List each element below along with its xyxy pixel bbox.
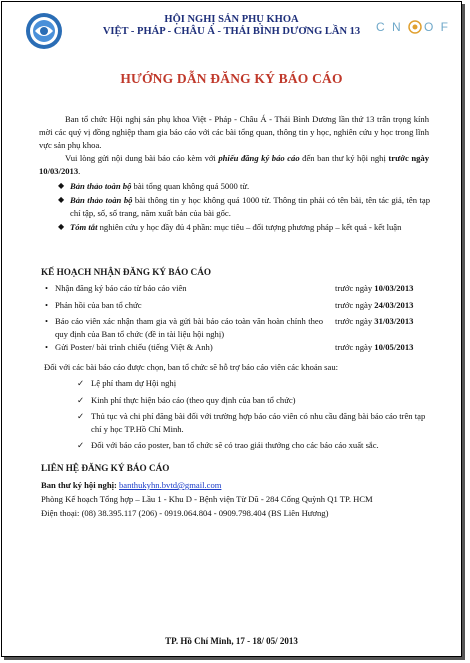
bullet-icon: •: [45, 283, 49, 293]
contact-info: [41, 479, 441, 520]
submission-requirements: [58, 180, 430, 235]
table-row: • Nhận đăng ký báo cáo từ báo cáo viên trước ngày 10/03/2013: [45, 283, 414, 293]
bullet-icon: •: [45, 342, 49, 353]
bullet-icon: •: [45, 299, 49, 310]
check-icon: ✓: [77, 378, 85, 388]
plan-heading: KẾ HOẠCH NHẬN ĐĂNG KÝ BÁO CÁO: [41, 267, 211, 277]
table-row: • Báo cáo viên xác nhận tham gia và gửi bài báo cáo toàn văn hoàn chỉnh theo quy định của Ban tổ chức (đề in tài liệu hội nghị) trước ngày 31/03/2013: [45, 316, 414, 339]
list-item: ✓ Kinh phí thực hiện báo cáo (theo quy định của ban tổ chức): [77, 394, 296, 405]
bullet-icon: ◆: [58, 181, 65, 190]
support-intro: Đối với các bài báo cáo được chọn, ban tổ chức sẽ hỗ trợ báo cáo viên các khoản sau:: [44, 362, 339, 372]
svg-text:O F: O F: [424, 20, 450, 34]
check-icon: ✓: [77, 394, 85, 405]
request-paragraph: Vui lòng gửi nội dung bài báo cáo kèm với phiếu đăng ký báo cáo đến ban thư ký hội nghị trước ngày 10/03/2013.: [39, 153, 429, 176]
form-name: phiếu đăng ký báo cáo: [218, 153, 300, 163]
list-item: ◆ Bản thảo toàn bộ bài tổng quan không quá 5000 từ.: [58, 181, 250, 191]
page-title: HƯỚNG DẪN ĐĂNG KÝ BÁO CÁO: [120, 71, 343, 86]
secretariat-line: Ban thư ký hội nghị: banthukyhn.bvtd@gmail.com: [41, 480, 222, 490]
table-row: • Gửi Poster/ bài trình chiếu (tiếng Việt & Anh) trước ngày 10/05/2013: [45, 342, 414, 353]
contact-heading: LIÊN HỆ ĐĂNG KÝ BÁO CÁO: [41, 463, 170, 473]
svg-text:C N: C N: [376, 20, 403, 34]
list-item: ◆ Tóm tắt nghiên cứu y học đầy đủ 4 phần: mục tiêu – đối tượng phương pháp – kết quả - kết luận: [58, 221, 402, 232]
bullet-icon: ◆: [58, 221, 65, 231]
email-link[interactable]: banthukyhn.bvtd@gmail.com: [119, 480, 222, 490]
list-item: ✓ Thủ tục và chi phí đăng bài đối với trường hợp báo cáo viên có nhu cầu đăng bài báo cáo trên tạp chí y học TP.Hồ Chí Minh.: [77, 411, 426, 434]
check-icon: ✓: [77, 440, 85, 451]
bullet-icon: •: [45, 316, 49, 327]
support-list: [77, 377, 432, 456]
conference-subtitle: VIỆT - PHÁP - CHÂU Á - THÁI BÌNH DƯƠNG LẦN 13: [102, 26, 361, 37]
intro-paragraph: Ban tổ chức Hội nghị sản phụ khoa Việt - Pháp - Châu Á - Thái Bình Dương lần thứ 13 trân trọng kính mời các quý vị đồng nghiệp tham gia báo cáo với các bài tổng quan, thông tin y học, nghiên cứu y học trong lĩnh vực sản phụ khoa.: [39, 114, 429, 150]
address-line: Phòng Kế hoạch Tổng hợp – Lầu 1 - Khu D - Bệnh viện Từ Dũ - 284 Cống Quỳnh Q1 TP. HCM: [41, 494, 373, 504]
table-row: • Phản hồi của ban tổ chức trước ngày 24/03/2013: [45, 299, 414, 310]
phone-line: Điện thoại: (08) 38.395.117 (206) - 0919.064.804 - 0909.798.404 (BS Liên Hương): [41, 508, 329, 518]
bullet-icon: ◆: [58, 195, 65, 205]
check-icon: ✓: [77, 411, 85, 422]
list-item: ◆ Bản thảo toàn bộ bài thông tin y học không quá 1000 từ. Thông tin phải có tên bài, tên tác giả, tên tạp chí tập, số, số trang, năm xuất bản của bài gốc.: [58, 195, 430, 218]
conference-name: HỘI NGHỊ SẢN PHỤ KHOA: [164, 14, 299, 25]
plan-table: [45, 282, 433, 354]
cngof-logo: [374, 15, 450, 39]
row-deadline: trước ngày 31/03/2013: [335, 316, 414, 327]
list-item: ✓ Lệ phí tham dự Hội nghị: [77, 378, 177, 388]
list-item: ✓ Đối với báo cáo poster, ban tổ chức sẽ có trao giải thưởng cho các báo cáo xuất sắc.: [77, 440, 379, 451]
row-deadline: trước ngày 10/03/2013: [335, 283, 414, 293]
footer-date: TP. Hồ Chí Minh, 17 - 18/ 05/ 2013: [165, 636, 298, 646]
row-deadline: trước ngày 24/03/2013: [335, 299, 414, 310]
deadline: trước ngày 10/03/2013: [39, 153, 429, 176]
row-deadline: trước ngày 10/05/2013: [335, 342, 414, 353]
document-page: [1, 1, 462, 657]
